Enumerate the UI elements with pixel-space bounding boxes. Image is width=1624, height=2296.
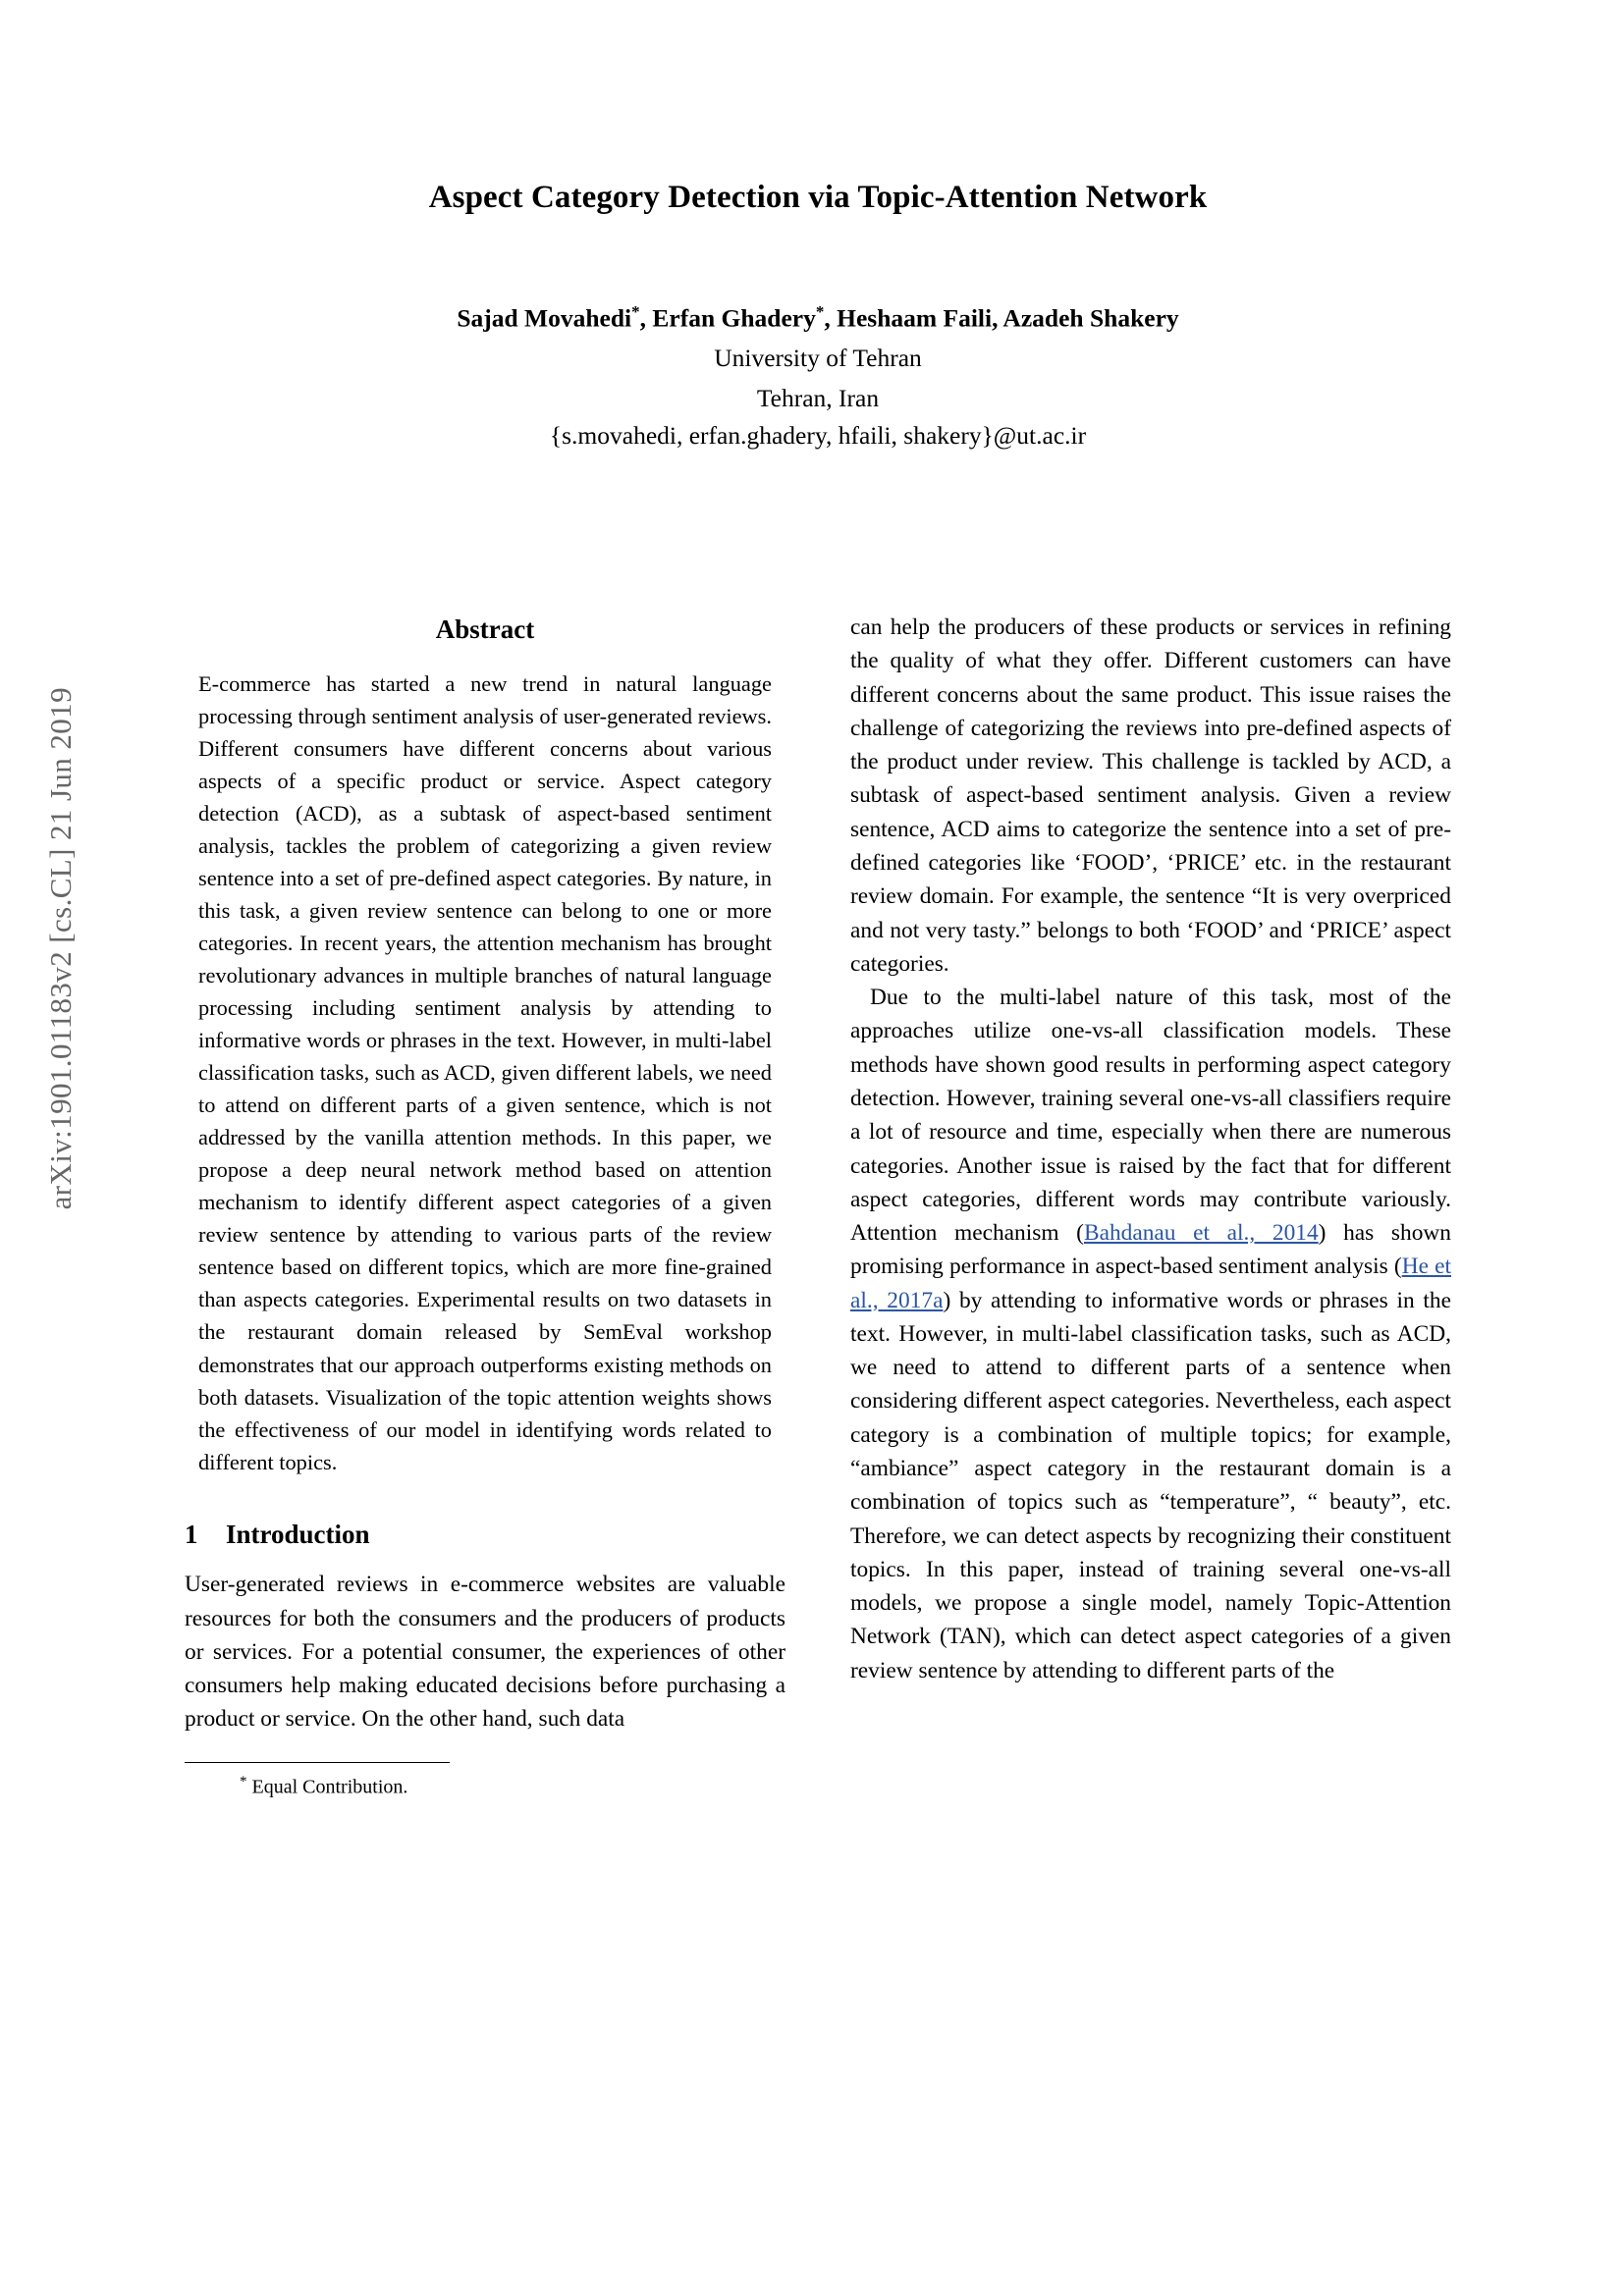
citation-he-2017a[interactable]: He et al., 2017a (850, 1254, 1451, 1313)
author-1: Sajad Movahedi (457, 303, 632, 333)
abstract-heading: Abstract (435, 614, 535, 644)
par2-segment-b: ) has shown promising performance in aspect-based sentiment analysis ( (850, 1220, 1452, 1280)
author-2-footnote-mark: * (815, 301, 825, 321)
section-heading-introduction (185, 1516, 785, 1555)
citation-bahdanau-2014[interactable]: Bahdanau et al., 2014 (1083, 1220, 1319, 1247)
right-column (850, 611, 1451, 1799)
page-title: Aspect Category Detection via Topic-Attention Network (428, 180, 1208, 215)
paper-header (185, 147, 1451, 454)
par2-segment-a: Due to the multi-label nature of this task, most of the approaches utilize one-vs-all classification models. These methods have shown good results in performing aspect category detection. However, training several one-vs-all classifiers require a lot of resource and time, especially when there are numerous categories. Another issue is raised by the fact that for different aspect categories, different words may contribute variously. Attention mechanism ( (850, 985, 1451, 1247)
right-column-paragraph-2 (850, 981, 1451, 1687)
arxiv-stamp: arXiv:1901.01183v2 [cs.CL] 21 Jun 2019 (43, 687, 78, 1210)
affiliation: University of Tehran (714, 343, 922, 372)
introduction-paragraph-1: User-generated reviews in e-commerce websites are valuable resources for both the consumers and the producers of products or services. For a potential consumer, the experiences of other consumers help making educated decisions before purchasing a product or service. On the other hand, such data (185, 1572, 785, 1733)
footnote-separator (185, 1762, 450, 1763)
footnote-equal-contribution (185, 1773, 785, 1800)
author-1-footnote-mark: * (631, 301, 640, 321)
location: Tehran, Iran (756, 384, 880, 413)
two-column-body (185, 611, 1451, 1799)
left-column (185, 611, 785, 1799)
section-title: Introduction (226, 1519, 370, 1549)
footnote-text: Equal Contribution. (251, 1776, 408, 1798)
par2-segment-c: ) by attending to informative words or phrases in the text. However, in multi-label classification tasks, such as ACD, we need to attend to different parts of a sentence when considering different aspect categories. Nevertheless, each aspect category is a combination of multiple topics; for example, “ambiance” aspect category in the restaurant domain is a combination of topics such as “temperature”, “ beauty”, etc. Therefore, we can detect aspects by recognizing their constituent topics. In this paper, instead of training several one-vs-all models, we propose a single model, namely Topic-Attention Network (TAN), which can detect aspect categories of a given review sentence by attending to different parts of the (850, 1287, 1451, 1683)
author-2: Erfan Ghadery (652, 303, 816, 333)
abstract-text: E-commerce has started a new trend in natural language processing through sentiment analysis of user-generated reviews. Different consumers have different concerns about various aspects of a specific product or service. Aspect category detection (ACD), as a subtask of aspect-based sentiment analysis, tackles the problem of categorizing a given review sentence into a set of pre-defined aspect categories. By nature, in this task, a given review sentence can belong to one or more categories. In recent years, the attention mechanism has brought revolutionary advances in multiple branches of natural language processing including sentiment analysis by attending to informative words or phrases in the text. However, in multi-label classification tasks, such as ACD, given different labels, we need to attend on different parts of a given sentence, which is not addressed by the vanilla attention methods. In this paper, we propose a deep neural network method based on attention mechanism to identify different aspect categories of a given review sentence by attending to various parts of the review sentence based on different topics, which are more fine-grained than aspects categories. Experimental results on two datasets in the restaurant domain released by SemEval workshop demonstrates that our approach outperforms existing methods on both datasets. Visualization of the topic attention weights shows the effectiveness of our model in identifying words related to different topics. (198, 670, 772, 1474)
section-number: 1 (185, 1519, 198, 1549)
contact-email: {s.movahedi, erfan.ghadery, hfaili, shakery}@ut.ac.ir (549, 421, 1087, 451)
author-3: Heshaam Faili, Azadeh Shakery (837, 303, 1179, 333)
author-list: Sajad Movahedi*, Erfan Ghadery*, Heshaam Faili, Azadeh Shakery (457, 301, 1179, 333)
right-column-paragraph-1: can help the producers of these products or services in refining the quality of what they offer. Different customers can have different concerns about the same product. This issue raises the challenge of categorizing the reviews into pre-defined aspects of the product under review. This challenge is tackled by ACD, a subtask of aspect-based sentiment analysis. Given a review sentence, ACD aims to categorize the sentence into a set of pre-defined categories like ‘FOOD’, ‘PRICE’ etc. in the restaurant review domain. For example, the sentence “It is very overpriced and not very tasty.” belongs to both ‘FOOD’ and ‘PRICE’ aspect categories. (850, 614, 1451, 977)
footnote-mark: * (240, 1773, 247, 1789)
